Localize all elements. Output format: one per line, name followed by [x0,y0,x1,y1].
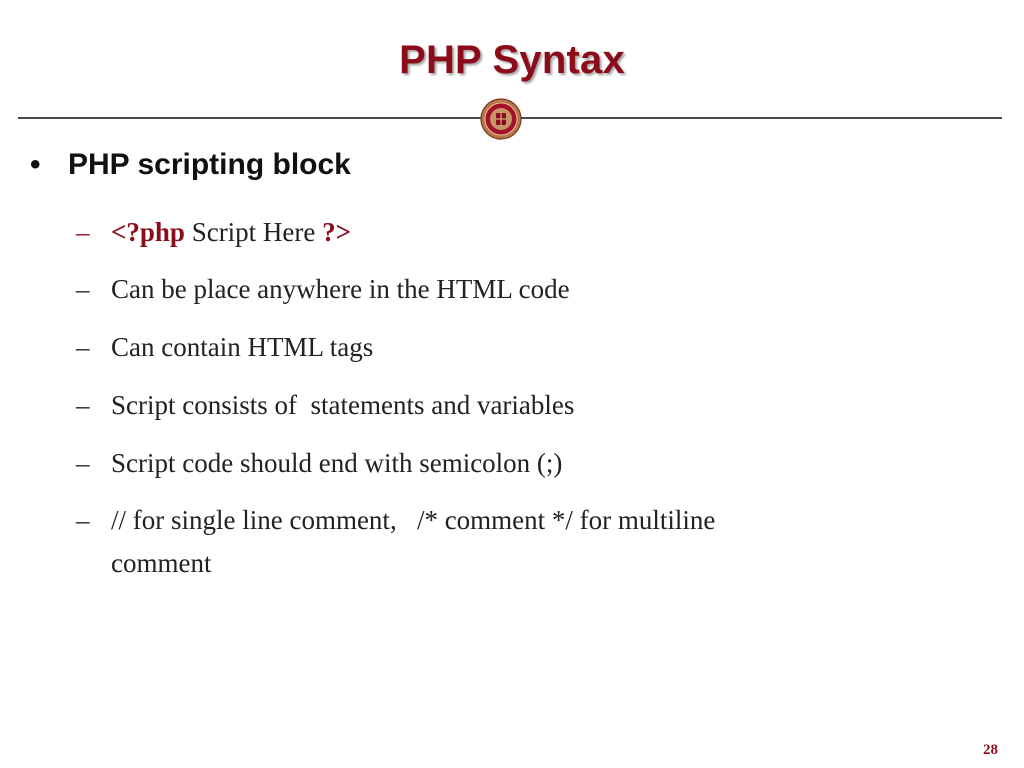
sub-item-semicolon [76,440,562,487]
sub-item-text: // for single line comment, /* comment */ for multiline [111,505,716,535]
sub-item-statements [76,382,574,429]
slide-title: PHP Syntax [399,38,625,82]
dash-icon: – [76,448,90,478]
sub-item-html-tags [76,324,373,371]
dash-icon: – [76,217,90,247]
bullet-text: PHP scripting block [68,148,351,181]
sub-item-comments [76,497,715,544]
sub-item-text: Can contain HTML tags [111,332,374,362]
php-open-tag: <?php [111,217,185,247]
sub-item-placement [76,266,570,313]
page-number: 28 [983,742,998,758]
dash-icon: – [76,332,90,362]
university-seal-icon [480,98,522,140]
dash-icon: – [76,505,90,535]
php-close-tag: ?> [322,217,352,247]
sub-item-php-tag [76,209,351,256]
dash-icon: – [76,274,90,304]
sub-item-text: Script consists of statements and variables [111,390,575,420]
dash-icon: – [76,390,90,420]
bullet-dot-icon: • [30,148,41,181]
sub-item-text: Script code should end with semicolon (;) [111,448,563,478]
sub-item-text [111,209,351,256]
main-bullet [30,148,351,182]
php-middle-text: Script Here [184,217,323,247]
sub-item-text: Can be place anywhere in the HTML code [111,274,570,304]
sub-item-comments-continuation: comment [111,548,212,578]
